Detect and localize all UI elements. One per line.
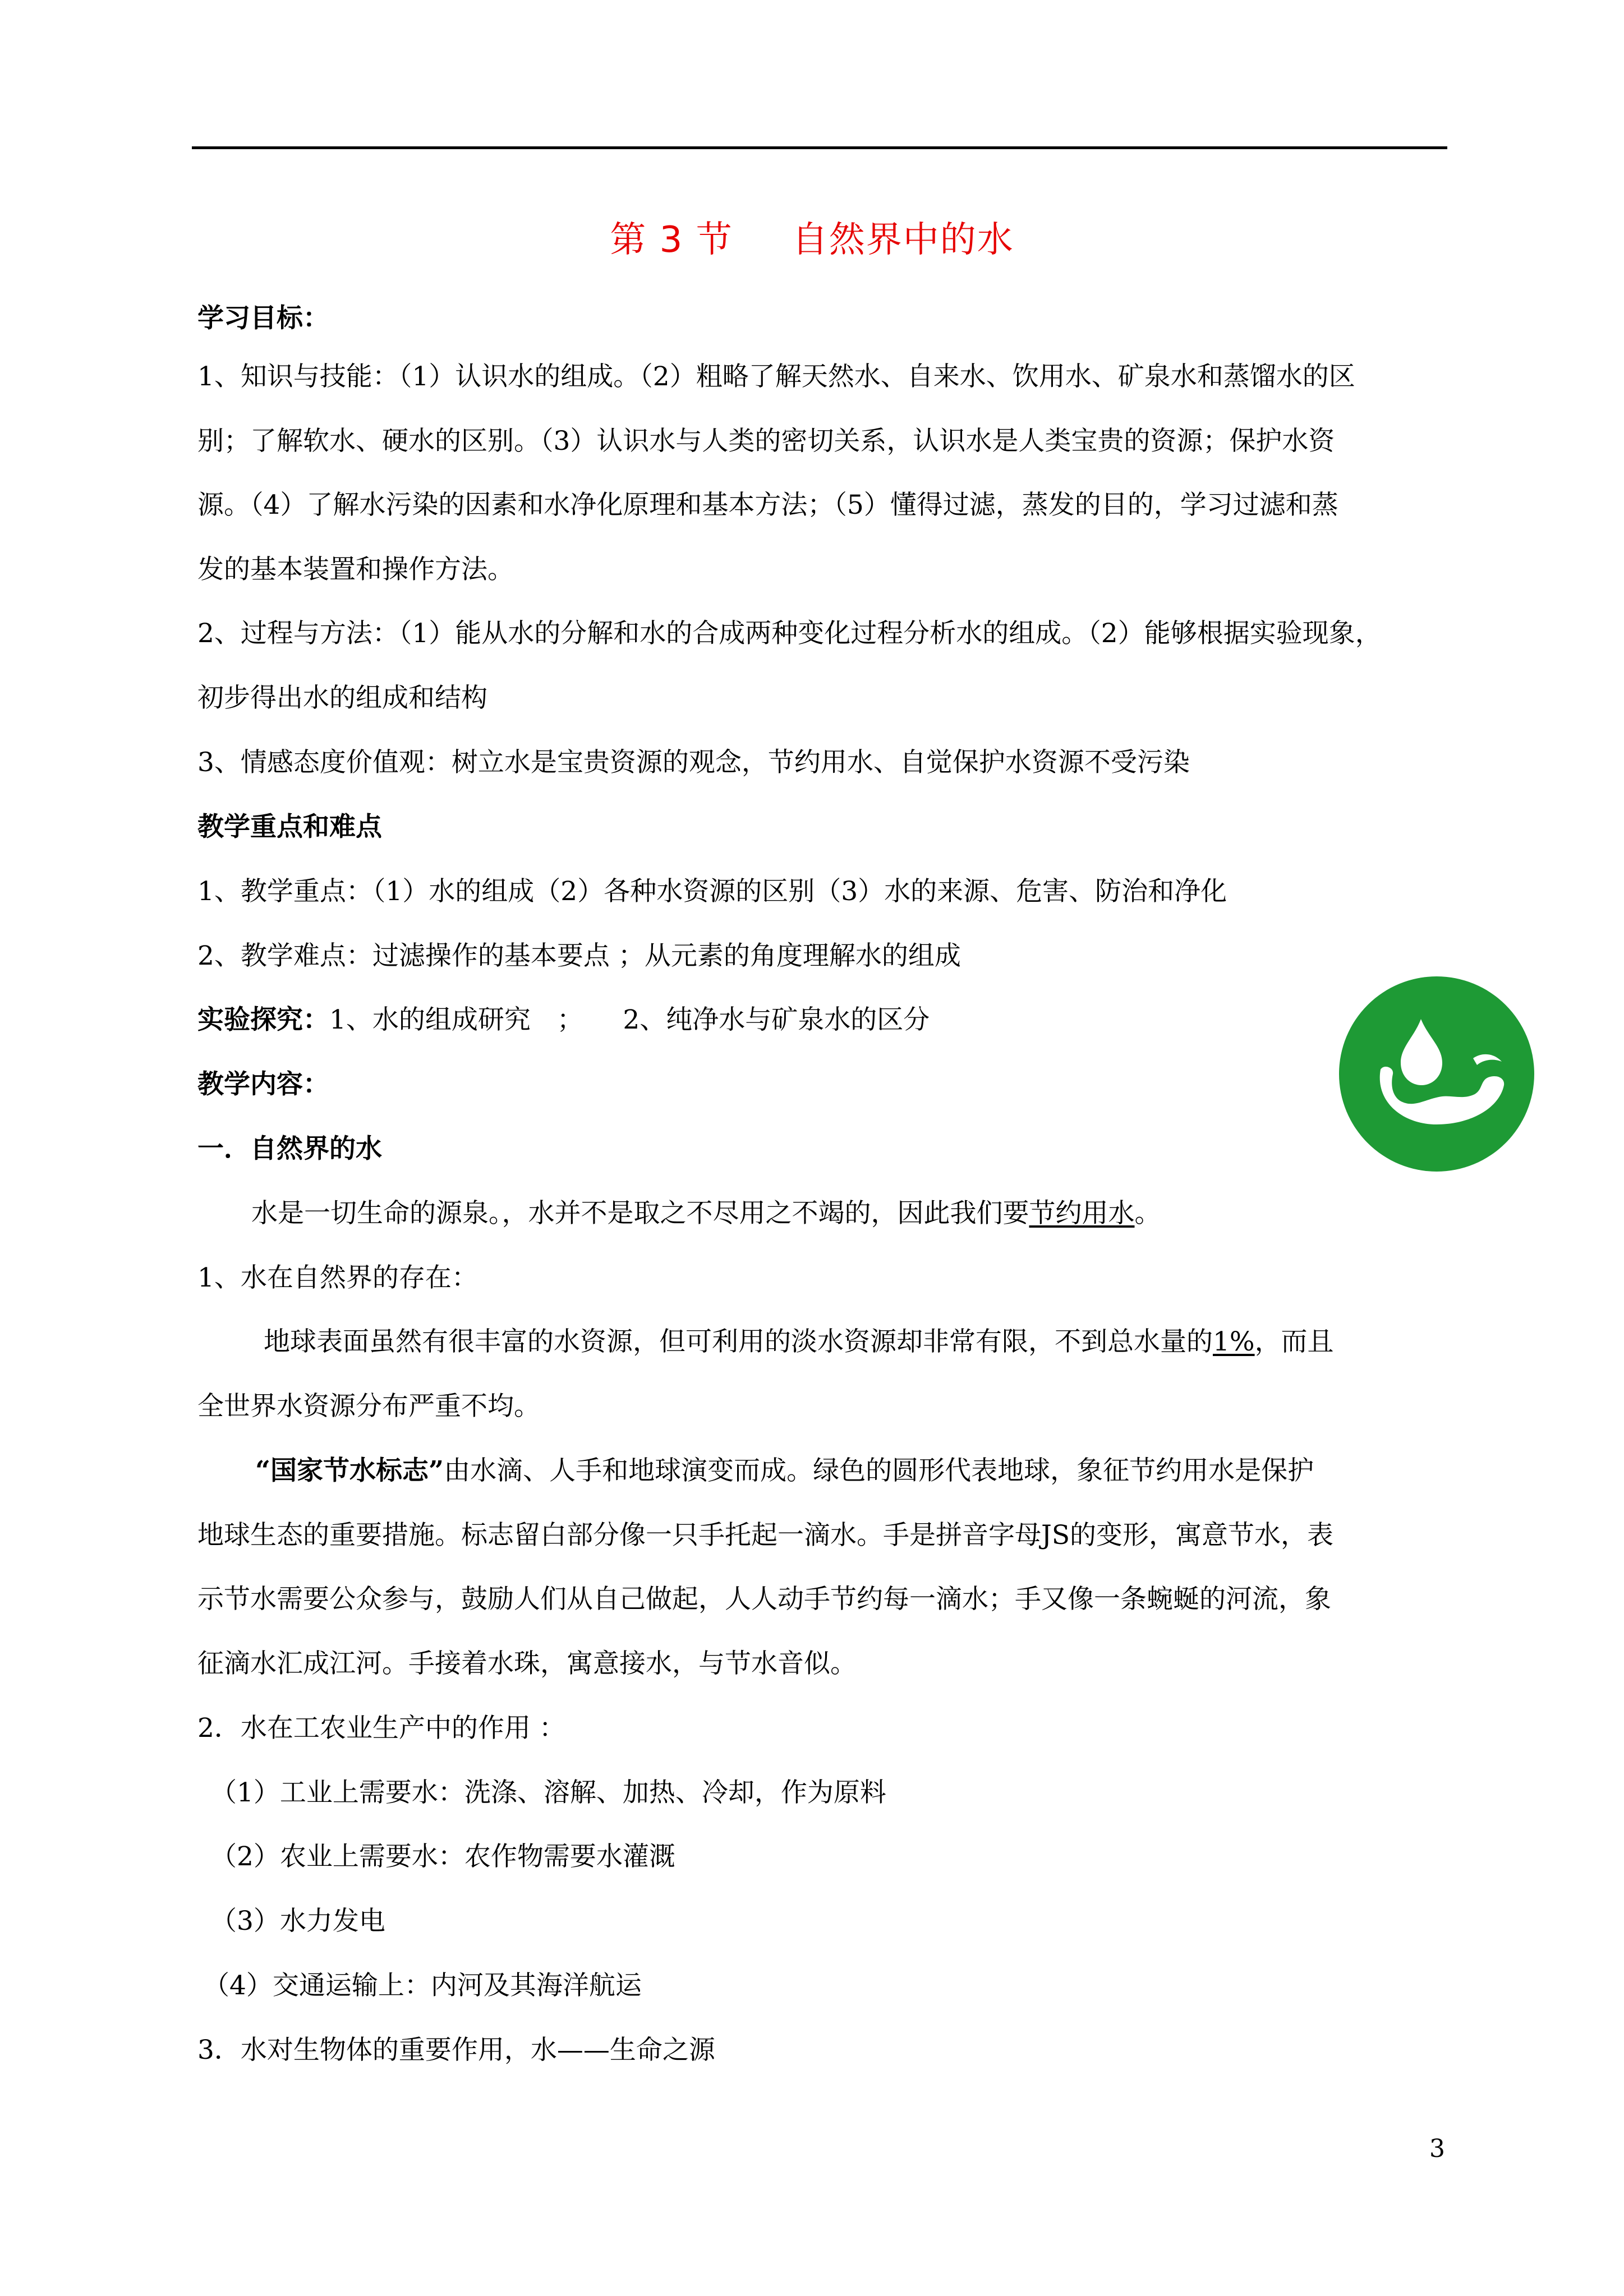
intro-paragraph [251,1194,1161,1233]
logo-paragraph-line-2: 地球生态的重要措施。标志留白部分像一只手托起一滴水。手是拼音字母JS的变形，寓意节水，表 [197,1520,1334,1551]
intro-text: 水是一切生命的源泉。，水并不是取之不尽用之不竭的，因此我们要 [251,1198,1029,1229]
logo-name-bold: “国家节水标志” [255,1455,444,1486]
logo-desc-text: 由水滴、人手和地球演变而成。绿色的圆形代表地球，象征节约用水是保护 [444,1455,1314,1486]
heading-content: 教学内容： [197,1069,329,1100]
use-item-2: （2）农业上需要水：农作物需要水灌溉 [210,1841,675,1872]
subheading-organisms: 3．水对生物体的重要作用，水——生命之源 [197,2035,715,2066]
title-section-number: 第 3 节 [610,219,733,261]
earth-paragraph-line-1 [264,1322,1334,1362]
logo-paragraph-line-4: 征滴水汇成江河。手接着水珠，寓意接水，与节水音似。 [197,1648,857,1679]
earth-text-end: ，而且 [1254,1326,1334,1357]
objective-1-line-3: 源。（4）了解水污染的因素和水净化原理和基本方法；（5）懂得过滤，蒸发的目的，学习过滤和蒸 [197,490,1338,520]
objective-2-line-2: 初步得出水的组成和结构 [197,683,487,713]
earth-text: 地球表面虽然有很丰富的水资源，但可利用的淡水资源却非常有限，不到总水量的 [264,1326,1213,1357]
objective-3: 3、情感态度价值观：树立水是宝贵资源的观念，节约用水、自觉保护水资源不受污染 [197,747,1190,778]
water-saving-logo-icon [1336,974,1538,1174]
intro-underlined-text: 节约用水 [1029,1198,1135,1229]
subheading-existence: 1、水在自然界的存在： [197,1262,478,1293]
key-point-1: 1、教学重点：（1）水的组成（2）各种水资源的区别（3）水的来源、危害、防治和净化 [197,876,1227,907]
heading-key-points: 教学重点和难点 [197,812,382,842]
use-item-1: （1）工业上需要水：洗涤、溶解、加热、冷却，作为原料 [210,1777,886,1808]
subheading-industry-agriculture: 2．水在工农业生产中的作用 ： [197,1713,565,1744]
use-item-4: （4）交通运输上：内河及其海洋航运 [203,1970,642,2001]
header-rule [192,146,1447,149]
experiment-line [197,1001,930,1040]
page-number: 3 [1429,2134,1445,2163]
section-natural-water: 一．自然界的水 [197,1133,382,1164]
use-item-3: （3）水力发电 [210,1906,385,1937]
experiment-label: 实验探究： [197,1004,329,1035]
earth-paragraph-line-2: 全世界水资源分布严重不均。 [197,1391,540,1422]
objective-2-line-1: 2、过程与方法：（1）能从水的分解和水的合成两种变化过程分析水的组成。（2）能够根据实验现象， [197,618,1382,649]
experiment-text: 1、水的组成研究 ； 2、纯净水与矿泉水的区分 [329,1004,930,1035]
logo-paragraph-line-1 [255,1451,1314,1491]
key-point-2: 2、教学难点：过滤操作的基本要点 ；从元素的角度理解水的组成 [197,940,961,971]
objective-1-line-1: 1、知识与技能：（1）认识水的组成。（2）粗略了解天然水、自来水、饮用水、矿泉水和蒸馏水的区 [197,361,1355,392]
earth-underlined-percent: 1% [1213,1326,1255,1357]
logo-paragraph-line-3: 示节水需要公众参与，鼓励人们从自己做起，人人动手节约每一滴水；手又像一条蜿蜒的河流，象 [197,1584,1331,1615]
objective-1-line-4: 发的基本装置和操作方法。 [197,554,514,585]
intro-end: 。 [1134,1198,1161,1229]
title-text: 自然界中的水 [792,219,1014,261]
objective-1-line-2: 别；了解软水、硬水的区别。（3）认识水与人类的密切关系，认识水是人类宝贵的资源；保护水资 [197,426,1335,457]
page-title [0,215,1624,265]
heading-objectives: 学习目标： [197,303,329,334]
